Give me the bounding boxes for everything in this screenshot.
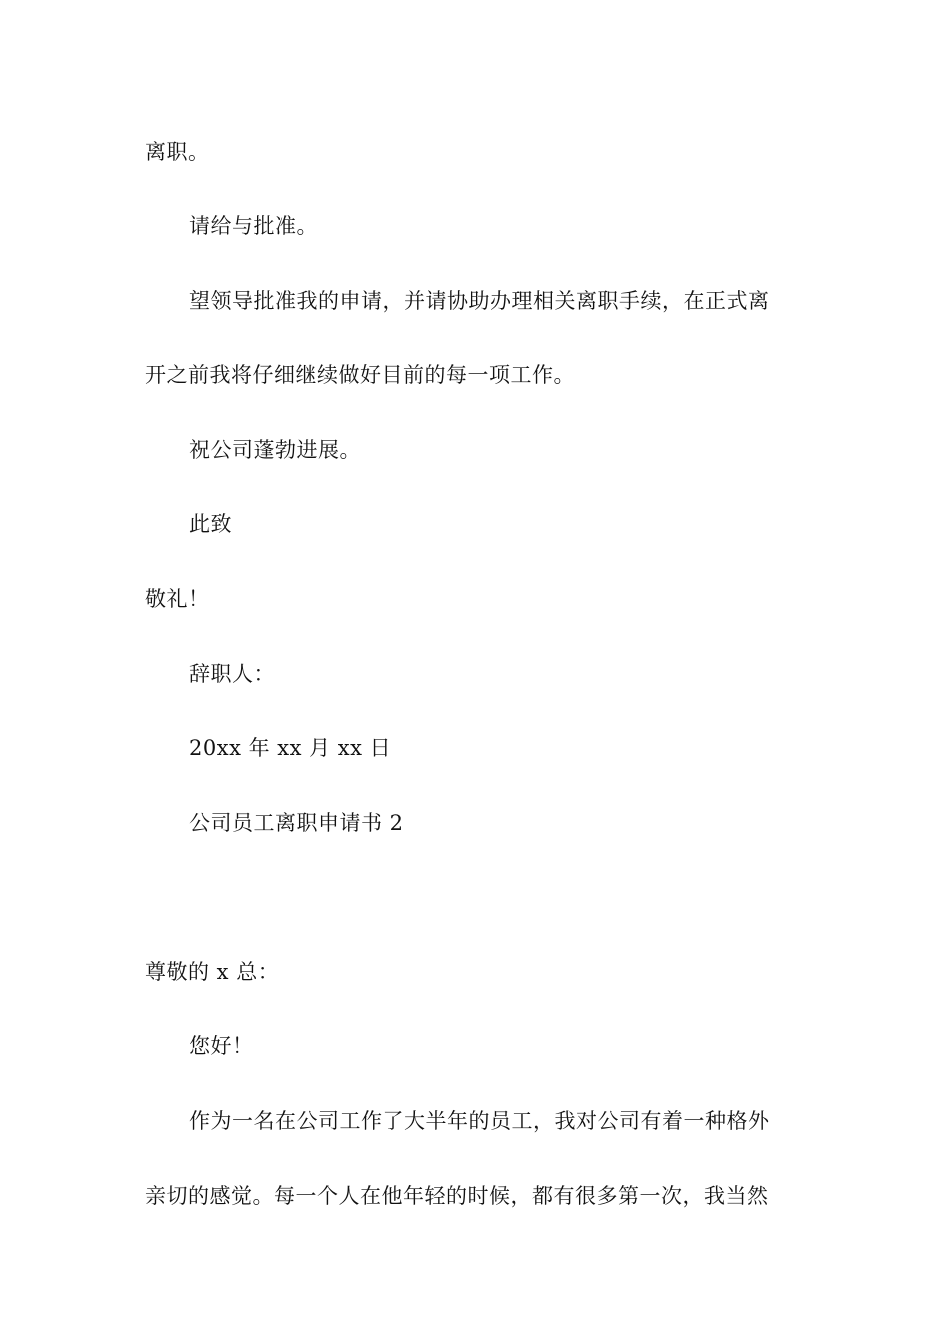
date-line: 20xx 年 xx 月 xx 日 [189,736,392,760]
text-line: 开之前我将仔细继续做好目前的每一项工作。 [145,363,575,387]
section-title: 公司员工离职申请书 2 [189,811,404,835]
text-line: 亲切的感觉。每一个人在他年轻的时候，都有很多第一次，我当然 [145,1184,769,1208]
text-line: 祝公司蓬勃进展。 [189,438,361,462]
text-line: 作为一名在公司工作了大半年的员工，我对公司有着一种格外 [189,1109,770,1133]
text-line: 请给与批准。 [189,214,318,238]
text-line: 敬礼！ [145,587,210,611]
text-line: 离职。 [145,140,210,164]
signature-label: 辞职人： [189,662,275,686]
greeting: 您好！ [189,1034,254,1058]
text-line: 此致 [189,512,232,536]
text-line: 望领导批准我的申请，并请协助办理相关离职手续，在正式离 [189,289,770,313]
salutation: 尊敬的 x 总： [145,960,280,984]
